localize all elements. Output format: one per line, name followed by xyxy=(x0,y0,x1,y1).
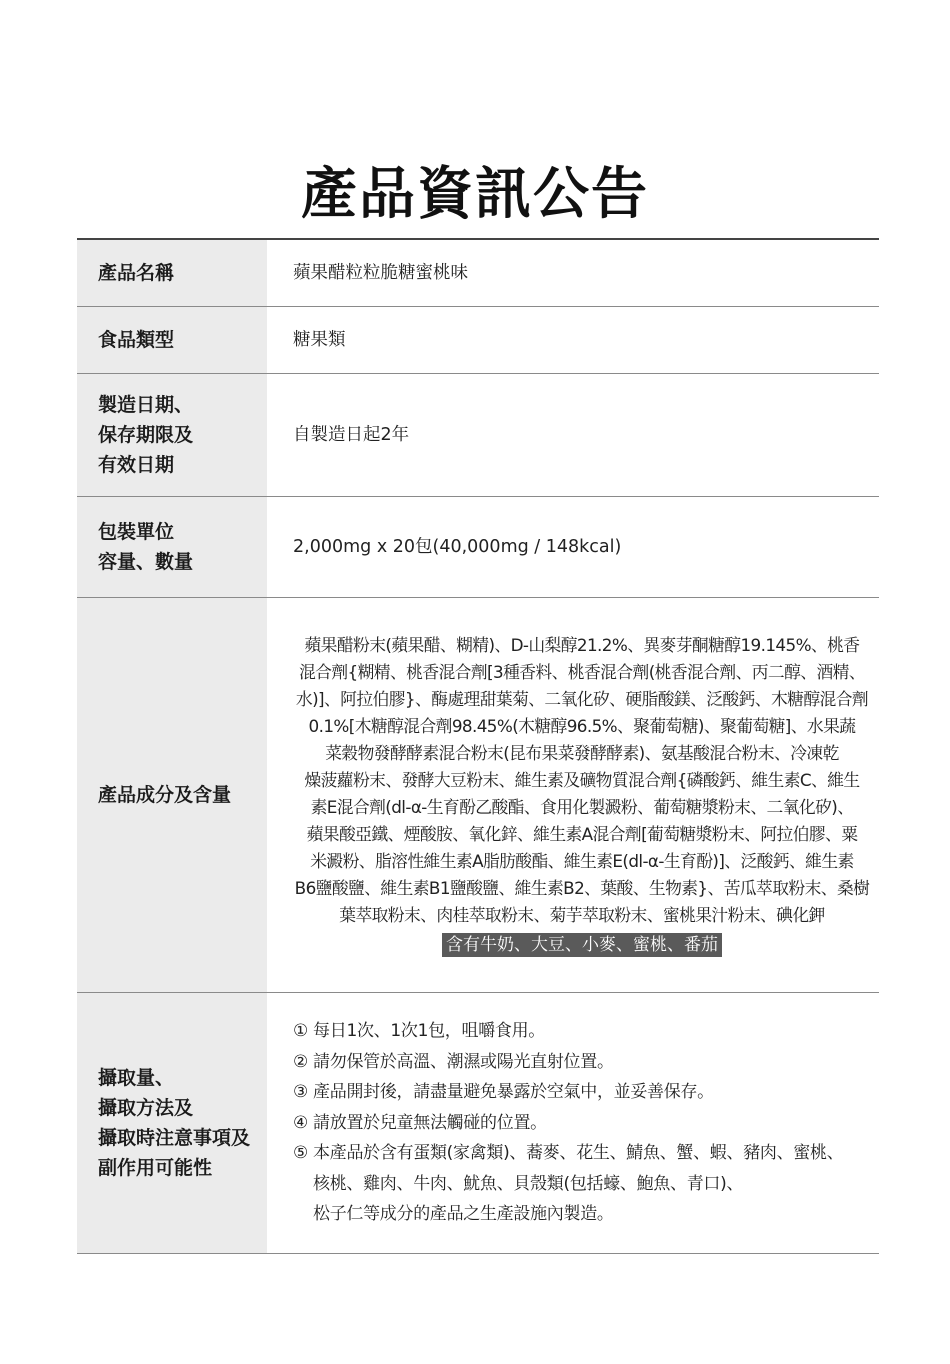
label-date xyxy=(77,374,267,496)
usage-line: ③ 產品開封後，請盡量避免暴露於空氣中，並妥善保存。 xyxy=(293,1082,714,1103)
row-usage xyxy=(77,993,879,1254)
usage-line: ⑤ 本產品於含有蛋類(家禽類)、蕎麥、花生、鯖魚、蟹、蝦、豬肉、蜜桃、 xyxy=(293,1143,844,1164)
product-info-table xyxy=(77,238,879,1254)
ingredient-line: 素E混合劑(dl-α-生育酚乙酸酯、食用化製澱粉、葡萄糖漿粉末、二氧化矽)、 xyxy=(310,796,854,817)
row-date xyxy=(77,374,879,497)
label-usage xyxy=(77,993,267,1253)
label-ingredients: 產品成分及含量 xyxy=(77,598,267,992)
label-product-name: 產品名稱 xyxy=(77,240,267,306)
ingredient-line: 米澱粉、脂溶性維生素A脂肪酸酯、維生素E(dl-α-生育酚)]、泛酸鈣、維生素 xyxy=(310,850,854,871)
ingredient-line: 菜穀物發酵酵素混合粉末(昆布果菜發酵酵素)、氨基酸混合粉末、冷凍乾 xyxy=(325,742,839,763)
page-title: 產品資訊公告 xyxy=(301,162,649,227)
label-usage-line-1: 攝取量、 xyxy=(98,1067,175,1089)
value-usage xyxy=(267,993,879,1253)
usage-line: ④ 請放置於兒童無法觸碰的位置。 xyxy=(293,1112,547,1133)
ingredient-line: 蘋果醋粉末(蘋果醋、糊精)、D-山梨醇21.2%、異麥芽酮糖醇19.145%、桃香 xyxy=(304,634,860,655)
value-package: 2,000mg x 20包(40,000mg / 148kcal) xyxy=(293,536,622,557)
value-ingredients xyxy=(267,598,879,992)
ingredient-line: 0.1%[木糖醇混合劑98.45%(木糖醇96.5%、聚葡萄糖)、聚葡萄糖]、水果蔬 xyxy=(308,715,856,736)
usage-line: ① 每日1次、1次1包，咀嚼食用。 xyxy=(293,1021,545,1042)
usage-line: 松子仁等成分的產品之生產設施內製造。 xyxy=(313,1204,614,1225)
ingredient-line: 混合劑{糊精、桃香混合劑[3種香料、桃香混合劑(桃香混合劑、丙二醇、酒精、 xyxy=(298,661,866,682)
value-product-name: 蘋果醋粒粒脆糖蜜桃味 xyxy=(293,262,468,283)
usage-line: ② 請勿保管於高溫、潮濕或陽光直射位置。 xyxy=(293,1051,614,1072)
row-ingredients xyxy=(77,598,879,993)
label-usage-line-4: 副作用可能性 xyxy=(98,1157,213,1179)
label-usage-line-3: 攝取時注意事項及 xyxy=(98,1127,251,1149)
row-product-name xyxy=(77,240,879,307)
label-date-line-2: 保存期限及 xyxy=(98,424,194,446)
label-package-line-1: 包裝單位 xyxy=(98,521,175,543)
label-date-line-1: 製造日期、 xyxy=(98,394,194,416)
ingredient-line: 燥菠蘿粉末、發酵大豆粉末、維生素及礦物質混合劑{磷酸鈣、維生素C、維生 xyxy=(304,769,860,790)
label-package xyxy=(77,497,267,597)
value-food-type: 糖果類 xyxy=(293,329,346,350)
label-package-line-2: 容量、數量 xyxy=(98,551,194,573)
allergen-badge: 含有牛奶、大豆、小麥、蜜桃、番茄 xyxy=(442,933,722,957)
ingredient-line: 葉萃取粉末、肉桂萃取粉末、菊芋萃取粉末、蜜桃果汁粉末、碘化鉀 xyxy=(339,904,825,925)
label-usage-line-2: 攝取方法及 xyxy=(98,1097,194,1119)
usage-line: 核桃、雞肉、牛肉、魷魚、貝殼類(包括蠔、鮑魚、青口)、 xyxy=(313,1173,744,1194)
label-date-line-3: 有效日期 xyxy=(98,454,175,476)
ingredient-line: 水)]、阿拉伯膠}、酶處理甜葉菊、二氧化矽、硬脂酸鎂、泛酸鈣、木糖醇混合劑 xyxy=(295,688,869,709)
row-package xyxy=(77,497,879,598)
label-food-type: 食品類型 xyxy=(77,307,267,373)
ingredient-line: 蘋果酸亞鐵、煙酸胺、氧化鋅、維生素A混合劑[葡萄糖漿粉末、阿拉伯膠、粟 xyxy=(306,823,858,844)
ingredient-line: B6鹽酸鹽、維生素B1鹽酸鹽、維生素B2、葉酸、生物素}、苦瓜萃取粉末、桑樹 xyxy=(294,877,870,898)
row-food-type xyxy=(77,307,879,374)
value-date: 自製造日起2年 xyxy=(293,424,410,445)
